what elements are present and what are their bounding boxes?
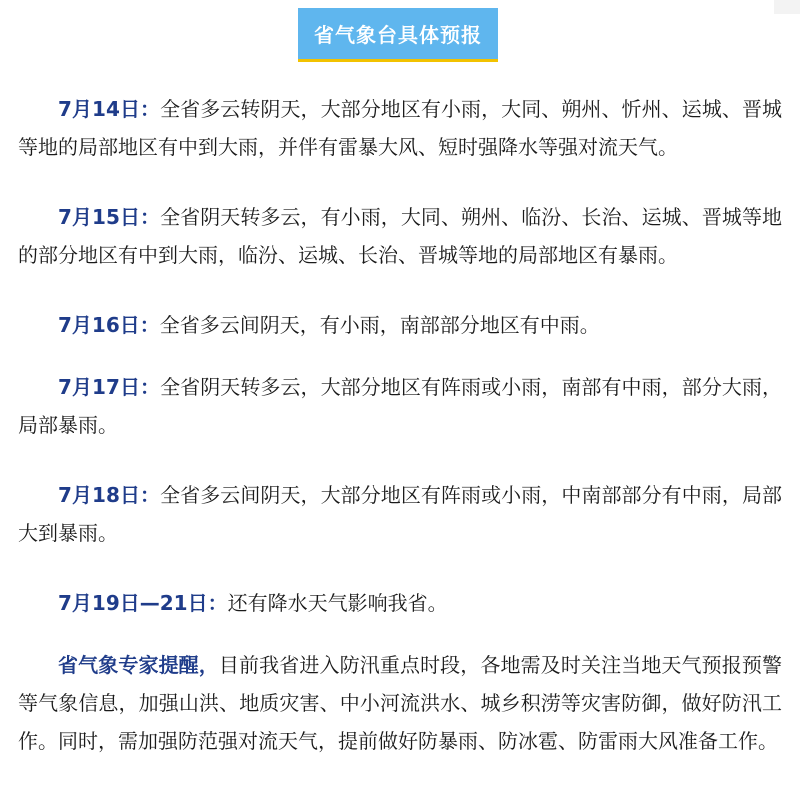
forecast-date: 7月15日：: [58, 205, 161, 229]
forecast-date: 7月19日—21日：: [58, 591, 228, 615]
reminder-lead: 省气象专家提醒，: [58, 653, 219, 677]
reminder-text: 目前我省进入防汛重点时段，各地需及时关注当地天气预报预警等气象信息，加强山洪、地质灾害、中小河流洪水、城乡积涝等灾害防御，做好防汛工作。同时，需加强防范强对流天气，提前做好防暴雨、防冰雹、防雷雨大风准备工作。: [18, 653, 783, 753]
title-badge: [298, 8, 498, 62]
forecast-date: 7月14日：: [58, 97, 161, 121]
forecast-paragraph-0718: [18, 476, 782, 552]
forecast-text: 全省阴天转多云，大部分地区有阵雨或小雨，南部有中雨，部分大雨，局部暴雨。: [18, 375, 783, 437]
forecast-paragraph-0714: [18, 90, 782, 166]
forecast-text: 全省阴天转多云，有小雨，大同、朔州、临汾、长治、运城、晋城等地的部分地区有中到大雨，临汾、运城、长治、晋城等地的局部地区有暴雨。: [18, 205, 783, 267]
forecast-date: 7月18日：: [58, 483, 161, 507]
forecast-text: 全省多云转阴天，大部分地区有小雨，大同、朔州、忻州、运城、晋城等地的局部地区有中到大雨，并伴有雷暴大风、短时强降水等强对流天气。: [18, 97, 783, 159]
expert-reminder-paragraph: [18, 646, 782, 760]
forecast-text: 还有降水天气影响我省。: [227, 591, 448, 615]
forecast-text: 全省多云间阴天，有小雨，南部部分地区有中雨。: [159, 313, 600, 337]
forecast-content: [18, 90, 782, 792]
forecast-paragraph-0715: [18, 198, 782, 274]
forecast-date: 7月16日：: [58, 313, 160, 337]
forecast-paragraph-0717: [18, 368, 782, 444]
forecast-text: 全省多云间阴天，大部分地区有阵雨或小雨，中南部部分有中雨，局部大到暴雨。: [18, 483, 783, 545]
forecast-date: 7月17日：: [58, 375, 161, 399]
forecast-paragraph-0716: [18, 306, 782, 344]
corner-mark: [774, 0, 800, 14]
forecast-paragraph-0719-21: [18, 584, 782, 622]
page-title: 省气象台具体预报: [314, 23, 482, 47]
